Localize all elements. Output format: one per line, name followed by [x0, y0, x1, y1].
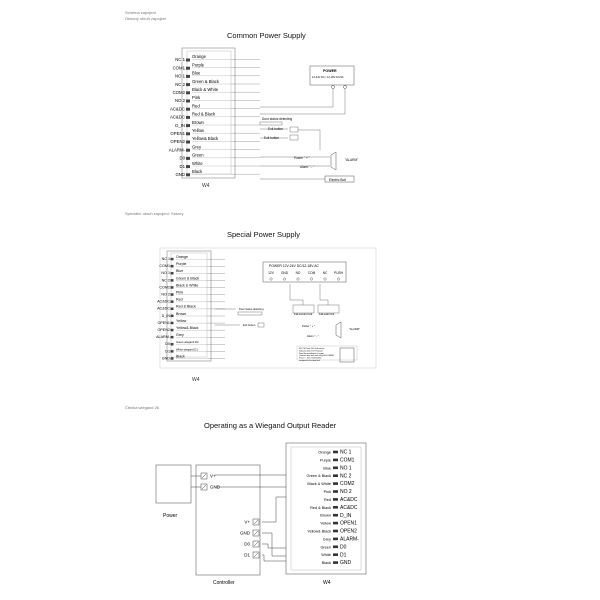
terminal-label: ALARM-	[156, 335, 170, 340]
wire-color-label: Green	[320, 545, 331, 550]
wire-color-label: Yellow	[320, 521, 331, 526]
wire-color-label: Red	[176, 297, 183, 302]
wire-color-label: Green & Black	[176, 276, 200, 281]
terminal-label: D_IN	[340, 512, 352, 519]
wire-color-label: Brown	[192, 119, 204, 125]
note-line: Door Not installation & usage:	[299, 352, 325, 355]
power-strip-terminal-label: GND	[280, 271, 289, 275]
power-strip-terminal-label: COM	[307, 271, 316, 275]
wire-color-label: Black & White	[307, 482, 331, 487]
terminal-label: AC&DC	[340, 504, 358, 511]
terminal-label: GND	[340, 560, 352, 567]
power-box-title: POWER	[323, 69, 337, 73]
alarm-minus-label-special: Alarm " - "	[307, 335, 319, 338]
terminal-label: D_IN	[175, 122, 185, 128]
terminal-label: NO 2	[161, 292, 170, 297]
fail-secure-label: Fail-secure lock	[294, 313, 313, 316]
note-line: Inductive lock: D1 / Fail-safe	[299, 350, 323, 353]
device-label-special: W4	[192, 377, 200, 383]
wire-color-label: Green & Black	[306, 474, 331, 479]
caption-special-circuit: Speciální okruh zapojení: Sekury	[125, 211, 184, 216]
terminal-label: D_IN	[161, 313, 170, 318]
power-source-label: Power	[163, 513, 178, 519]
door-status-label-common: Door status detecting	[262, 117, 293, 121]
alarm-label-special: "ALARM"	[349, 328, 360, 331]
wire-color-label: Blue	[192, 70, 201, 76]
reader-label: W4	[323, 580, 331, 586]
wire-color-label: Red	[324, 497, 331, 502]
wire-color-label: Yellow& Black	[192, 136, 219, 142]
power-plus-label-special: Power " + "	[302, 325, 315, 328]
controller-box	[196, 465, 260, 575]
wire-color-label: Black	[176, 354, 185, 359]
terminal-label: D1	[165, 349, 170, 354]
terminal-label: GND	[175, 172, 185, 177]
terminal-label: OPEN2	[340, 528, 357, 535]
terminal-label: NC 2	[340, 473, 352, 480]
terminal-label: COM1	[340, 457, 355, 464]
wire-color-label: Purple	[320, 458, 331, 463]
power-strip-terminal-label: NC	[322, 271, 328, 275]
fail-safe-label: Fail-safe lock	[319, 313, 335, 316]
wire-color-label: White wiegand D1	[176, 348, 198, 352]
power-source-box	[156, 465, 191, 503]
terminal-label: NC 1	[161, 257, 170, 261]
terminal-label: D0	[179, 155, 185, 161]
terminal-label: NO 2	[340, 489, 352, 496]
wire-color-label: Orange	[192, 54, 206, 60]
controller-terminal-label: D1	[244, 552, 250, 558]
wire-color-label: Orange	[318, 450, 331, 455]
electric-bolt-label: Electric Bolt	[329, 178, 346, 182]
exit-button-label-1: Exit button	[268, 127, 284, 131]
controller-terminal-label: GND	[240, 530, 250, 536]
terminal-label: D1	[340, 552, 347, 559]
note-line: assigned to the door lock	[299, 360, 321, 362]
terminal-label: COM1	[159, 264, 170, 269]
note-line: NO / NC lock: D0 / Fail-secure	[299, 348, 325, 350]
wire-color-label: Grey	[192, 144, 202, 150]
wire-color-label: Brown	[176, 311, 187, 316]
controller-terminal-label: D0	[244, 541, 250, 547]
terminal-label: ALARM-	[168, 147, 185, 153]
wire-color-label: Red & Black	[310, 505, 331, 510]
wire-color-label: Green & Black	[192, 78, 219, 84]
terminal-label: OPEN2	[157, 328, 170, 332]
terminal-label: OPEN1	[340, 520, 357, 527]
power-plus-label-common: Power " + "	[294, 156, 310, 160]
terminal-label: NO 2	[174, 98, 185, 104]
terminal-label: COM2	[340, 481, 355, 488]
wire-color-label: Red	[192, 103, 200, 109]
wire-color-label: Brown	[320, 513, 331, 518]
terminal-label: AC&DC	[340, 497, 358, 503]
alarm-label-common: "ALARM"	[345, 158, 359, 162]
controller-label: Controller	[213, 580, 235, 586]
note-line: Press # , then COM will be	[299, 357, 322, 360]
page-caption-scheme: Schéma zapojení	[125, 10, 156, 15]
note-line: Connect door lock with relay NO/COM/NC	[299, 355, 335, 358]
terminal-label: NC 1	[340, 449, 352, 456]
exit-button-label-2: Exit button	[264, 136, 280, 140]
terminal-label: AC&DC	[157, 299, 170, 304]
wire-color-label: Black & White	[176, 283, 199, 288]
wire-color-label: Red & Black	[176, 304, 196, 309]
wire-color-label: Yellow& Black	[176, 326, 199, 330]
caption-wiegand-reader: Čtečka wiegand 26	[125, 405, 160, 410]
wire-color-label: Black	[192, 169, 203, 174]
terminal-label: OPEN1	[157, 320, 170, 325]
title-wiegand-output: Operating as a Wiegand Output Reader	[204, 421, 337, 430]
wire-color-label: Yellow	[176, 318, 187, 323]
terminal-label: OPEN1	[170, 131, 185, 136]
terminal-label: NO 1	[174, 73, 185, 79]
device-label-common: W4	[202, 183, 210, 189]
terminal-label: AC&DC	[169, 114, 185, 120]
wire-color-label: Black	[321, 561, 331, 566]
wire-color-label: Purple	[192, 62, 205, 68]
power-strip-terminal-label: NO	[295, 271, 301, 275]
terminal-label: OPEN2	[170, 139, 185, 145]
terminal-label: AC&DC	[157, 306, 170, 311]
title-common-power-supply: Common Power Supply	[227, 31, 306, 40]
wire-color-label: White	[192, 160, 203, 166]
wire-color-label: Pink	[176, 290, 183, 295]
controller-terminal-label: V+	[244, 519, 250, 525]
terminal-label: GND	[161, 356, 170, 361]
wire-color-label: Grey	[176, 333, 184, 338]
wire-color-label: Blue	[323, 466, 331, 471]
power-box-spec: 12-24V DC / 12-18V AC/3A	[312, 76, 344, 79]
wire-color-label: White	[321, 553, 331, 558]
caption-common-circuit: Obecný okruh zapojení	[125, 16, 167, 21]
power-strip-terminal-label: 12V	[268, 271, 274, 275]
exit-button-label-special: Exit button	[243, 324, 256, 327]
wire-color-label: Yellow& Black	[307, 529, 331, 534]
terminal-label: COM2	[159, 285, 170, 290]
terminal-label: NC 2	[161, 278, 170, 283]
power-strip-title: POWER 12V-24V DC/12-18V AC	[269, 264, 319, 268]
wire-color-label: Orange	[176, 255, 188, 259]
wire-color-label: Pink	[323, 490, 331, 494]
terminal-label: NC 2	[175, 81, 185, 87]
wire-color-label: Black & White	[192, 87, 219, 92]
terminal-label: D1	[179, 163, 185, 169]
terminal-label: AC&DC	[169, 106, 185, 112]
wire-color-label: Grey	[322, 537, 331, 542]
power-terminal-label: V+	[210, 473, 216, 479]
wire-color-label: Green	[192, 152, 204, 158]
title-special-power-supply: Special Power Supply	[227, 230, 300, 239]
alarm-minus-label-common: Alarm " - "	[300, 165, 315, 169]
door-status-label-special: Door status detecting	[239, 308, 264, 311]
terminal-label: D0	[165, 342, 170, 347]
power-terminal-label: GND	[210, 484, 220, 490]
wire-color-label: Green wiegand D0	[176, 341, 199, 345]
wire-color-label: Blue	[176, 269, 184, 274]
power-strip-terminal-label: PUSH	[334, 271, 343, 275]
terminal-label: NO 1	[340, 465, 352, 472]
terminal-label: D0	[340, 544, 347, 551]
terminal-label: NC 1	[175, 57, 185, 63]
wire-color-label: Yellow	[192, 128, 204, 133]
terminal-label: ALARM-	[340, 536, 359, 543]
terminal-label: NO 1	[161, 271, 170, 276]
wire-color-label: Pink	[192, 95, 201, 101]
wire-color-label: Purple	[176, 262, 187, 267]
terminal-label: COM2	[172, 90, 185, 95]
wire-color-label: Red & Black	[192, 111, 216, 117]
terminal-label: COM1	[172, 65, 185, 71]
